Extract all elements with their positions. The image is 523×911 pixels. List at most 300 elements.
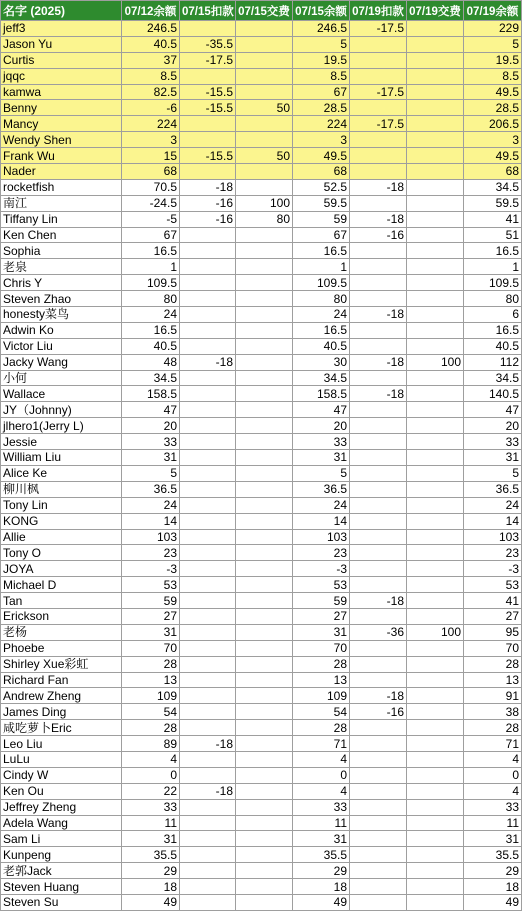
cell-value[interactable] xyxy=(407,481,464,497)
cell-value[interactable] xyxy=(236,624,293,640)
cell-value[interactable]: 5 xyxy=(464,36,522,52)
cell-value[interactable] xyxy=(350,672,407,688)
cell-value[interactable] xyxy=(350,132,407,148)
cell-name[interactable]: 老泉 xyxy=(1,259,122,275)
cell-value[interactable] xyxy=(407,497,464,513)
cell-value[interactable]: -5 xyxy=(122,211,180,227)
cell-value[interactable] xyxy=(236,68,293,84)
cell-value[interactable]: 1 xyxy=(122,259,180,275)
cell-name[interactable]: kamwa xyxy=(1,84,122,100)
cell-value[interactable]: 33 xyxy=(293,799,350,815)
cell-value[interactable] xyxy=(180,720,236,736)
cell-value[interactable]: 13 xyxy=(122,672,180,688)
cell-value[interactable]: 34.5 xyxy=(464,179,522,195)
cell-value[interactable] xyxy=(407,545,464,561)
cell-value[interactable] xyxy=(350,52,407,68)
cell-value[interactable]: 28 xyxy=(464,720,522,736)
cell-value[interactable]: 23 xyxy=(122,545,180,561)
cell-value[interactable]: 140.5 xyxy=(464,386,522,402)
cell-value[interactable] xyxy=(350,751,407,767)
cell-value[interactable]: 80 xyxy=(464,291,522,307)
cell-value[interactable] xyxy=(407,894,464,910)
cell-value[interactable] xyxy=(180,688,236,704)
cell-value[interactable]: 16.5 xyxy=(464,243,522,259)
cell-name[interactable]: jlhero1(Jerry L) xyxy=(1,418,122,434)
cell-value[interactable]: 35.5 xyxy=(122,847,180,863)
cell-value[interactable]: 14 xyxy=(122,513,180,529)
cell-value[interactable]: 59.5 xyxy=(293,195,350,211)
cell-value[interactable]: 5 xyxy=(293,36,350,52)
cell-value[interactable] xyxy=(407,799,464,815)
cell-value[interactable]: 49 xyxy=(464,894,522,910)
cell-value[interactable]: 31 xyxy=(122,624,180,640)
cell-name[interactable]: 咸吃萝卜Eric xyxy=(1,720,122,736)
cell-value[interactable] xyxy=(350,275,407,291)
cell-value[interactable]: 34.5 xyxy=(122,370,180,386)
cell-name[interactable]: 柳川枫 xyxy=(1,481,122,497)
cell-value[interactable]: 158.5 xyxy=(293,386,350,402)
cell-value[interactable]: 34.5 xyxy=(464,370,522,386)
cell-name[interactable]: Andrew Zheng xyxy=(1,688,122,704)
cell-value[interactable] xyxy=(407,338,464,354)
cell-value[interactable] xyxy=(180,879,236,895)
cell-value[interactable] xyxy=(180,577,236,593)
column-header-name[interactable]: 名字 (2025) xyxy=(1,1,122,21)
cell-value[interactable] xyxy=(350,513,407,529)
cell-value[interactable]: 11 xyxy=(122,815,180,831)
cell-value[interactable] xyxy=(350,450,407,466)
cell-value[interactable] xyxy=(180,307,236,323)
cell-value[interactable]: 14 xyxy=(464,513,522,529)
cell-value[interactable]: 14 xyxy=(293,513,350,529)
cell-value[interactable]: 34.5 xyxy=(293,370,350,386)
cell-value[interactable] xyxy=(236,640,293,656)
cell-value[interactable] xyxy=(180,275,236,291)
cell-value[interactable] xyxy=(350,481,407,497)
cell-name[interactable]: Jason Yu xyxy=(1,36,122,52)
cell-value[interactable]: 4 xyxy=(122,751,180,767)
cell-value[interactable] xyxy=(236,418,293,434)
cell-value[interactable] xyxy=(407,370,464,386)
cell-value[interactable]: 47 xyxy=(464,402,522,418)
cell-value[interactable] xyxy=(180,831,236,847)
cell-value[interactable]: -18 xyxy=(350,688,407,704)
cell-value[interactable]: 28.5 xyxy=(464,100,522,116)
cell-value[interactable]: 11 xyxy=(464,815,522,831)
cell-value[interactable]: 28 xyxy=(293,656,350,672)
cell-value[interactable]: 31 xyxy=(464,831,522,847)
cell-value[interactable] xyxy=(407,577,464,593)
cell-value[interactable]: 31 xyxy=(122,450,180,466)
cell-value[interactable] xyxy=(350,434,407,450)
cell-value[interactable] xyxy=(407,164,464,180)
cell-value[interactable] xyxy=(350,767,407,783)
cell-value[interactable] xyxy=(407,640,464,656)
cell-value[interactable] xyxy=(407,322,464,338)
cell-value[interactable]: 15 xyxy=(122,148,180,164)
cell-value[interactable] xyxy=(236,545,293,561)
cell-value[interactable] xyxy=(180,338,236,354)
cell-value[interactable] xyxy=(407,36,464,52)
cell-value[interactable]: 41 xyxy=(464,593,522,609)
cell-value[interactable]: 40.5 xyxy=(122,36,180,52)
cell-value[interactable] xyxy=(180,259,236,275)
cell-value[interactable]: 8.5 xyxy=(464,68,522,84)
cell-value[interactable] xyxy=(407,402,464,418)
cell-name[interactable]: Tony Lin xyxy=(1,497,122,513)
column-header-0715-balance[interactable]: 07/15余额 xyxy=(293,1,350,21)
cell-value[interactable] xyxy=(180,894,236,910)
cell-value[interactable] xyxy=(407,561,464,577)
cell-name[interactable]: Tony O xyxy=(1,545,122,561)
cell-value[interactable] xyxy=(180,291,236,307)
cell-value[interactable] xyxy=(180,116,236,132)
cell-value[interactable] xyxy=(180,227,236,243)
cell-value[interactable] xyxy=(350,831,407,847)
cell-value[interactable] xyxy=(350,68,407,84)
cell-value[interactable]: 47 xyxy=(122,402,180,418)
cell-value[interactable] xyxy=(350,338,407,354)
cell-value[interactable] xyxy=(180,847,236,863)
cell-value[interactable]: -18 xyxy=(180,736,236,752)
cell-value[interactable]: 59.5 xyxy=(464,195,522,211)
cell-value[interactable] xyxy=(236,831,293,847)
column-header-0715-deduction[interactable]: 07/15扣款 xyxy=(180,1,236,21)
cell-value[interactable] xyxy=(236,751,293,767)
cell-value[interactable]: 50 xyxy=(236,148,293,164)
cell-value[interactable]: 103 xyxy=(293,529,350,545)
cell-value[interactable] xyxy=(236,593,293,609)
cell-value[interactable] xyxy=(236,179,293,195)
cell-value[interactable] xyxy=(407,259,464,275)
cell-value[interactable] xyxy=(236,434,293,450)
cell-value[interactable] xyxy=(236,132,293,148)
cell-value[interactable] xyxy=(350,36,407,52)
cell-value[interactable]: 30 xyxy=(293,354,350,370)
cell-value[interactable] xyxy=(407,148,464,164)
cell-value[interactable]: -18 xyxy=(350,354,407,370)
cell-value[interactable]: 33 xyxy=(464,434,522,450)
cell-name[interactable]: 南江 xyxy=(1,195,122,211)
cell-value[interactable] xyxy=(180,164,236,180)
cell-value[interactable] xyxy=(407,736,464,752)
cell-value[interactable] xyxy=(407,434,464,450)
cell-value[interactable]: 67 xyxy=(293,84,350,100)
cell-value[interactable] xyxy=(180,656,236,672)
cell-value[interactable]: 29 xyxy=(293,863,350,879)
cell-value[interactable] xyxy=(236,227,293,243)
cell-value[interactable] xyxy=(236,783,293,799)
cell-value[interactable] xyxy=(350,736,407,752)
cell-value[interactable]: -16 xyxy=(350,704,407,720)
cell-value[interactable] xyxy=(407,84,464,100)
cell-value[interactable] xyxy=(180,704,236,720)
cell-value[interactable] xyxy=(350,402,407,418)
cell-value[interactable]: 70 xyxy=(122,640,180,656)
cell-value[interactable] xyxy=(407,465,464,481)
cell-value[interactable]: 24 xyxy=(464,497,522,513)
cell-value[interactable]: 109.5 xyxy=(122,275,180,291)
cell-name[interactable]: Wallace xyxy=(1,386,122,402)
cell-value[interactable] xyxy=(350,291,407,307)
cell-value[interactable]: -16 xyxy=(180,211,236,227)
cell-value[interactable] xyxy=(350,894,407,910)
cell-value[interactable] xyxy=(350,561,407,577)
cell-value[interactable] xyxy=(407,291,464,307)
cell-value[interactable] xyxy=(407,593,464,609)
cell-value[interactable] xyxy=(407,100,464,116)
cell-value[interactable] xyxy=(180,386,236,402)
cell-value[interactable] xyxy=(350,640,407,656)
cell-value[interactable] xyxy=(236,450,293,466)
cell-value[interactable]: 49 xyxy=(122,894,180,910)
cell-name[interactable]: Adela Wang xyxy=(1,815,122,831)
cell-value[interactable]: -6 xyxy=(122,100,180,116)
cell-value[interactable] xyxy=(236,799,293,815)
cell-value[interactable]: 49.5 xyxy=(464,148,522,164)
cell-value[interactable] xyxy=(236,720,293,736)
cell-value[interactable]: -17.5 xyxy=(350,21,407,37)
cell-value[interactable]: 31 xyxy=(122,831,180,847)
cell-value[interactable]: -36 xyxy=(350,624,407,640)
cell-value[interactable]: 54 xyxy=(293,704,350,720)
cell-value[interactable]: 22 xyxy=(122,783,180,799)
cell-value[interactable]: 100 xyxy=(407,354,464,370)
cell-value[interactable]: 54 xyxy=(122,704,180,720)
cell-value[interactable]: 70 xyxy=(293,640,350,656)
cell-value[interactable] xyxy=(350,322,407,338)
cell-name[interactable]: Leo Liu xyxy=(1,736,122,752)
cell-value[interactable]: 68 xyxy=(464,164,522,180)
cell-value[interactable] xyxy=(236,402,293,418)
cell-value[interactable]: 8.5 xyxy=(122,68,180,84)
cell-name[interactable]: Phoebe xyxy=(1,640,122,656)
cell-value[interactable]: 35.5 xyxy=(464,847,522,863)
cell-name[interactable]: Frank Wu xyxy=(1,148,122,164)
column-header-0719-balance[interactable]: 07/19余额 xyxy=(464,1,522,21)
cell-value[interactable]: 68 xyxy=(293,164,350,180)
cell-value[interactable]: 100 xyxy=(236,195,293,211)
cell-value[interactable] xyxy=(180,545,236,561)
cell-value[interactable]: 246.5 xyxy=(122,21,180,37)
cell-value[interactable]: 52.5 xyxy=(293,179,350,195)
cell-value[interactable]: 38 xyxy=(464,704,522,720)
cell-name[interactable]: William Liu xyxy=(1,450,122,466)
cell-value[interactable] xyxy=(350,608,407,624)
cell-value[interactable]: 5 xyxy=(293,465,350,481)
cell-value[interactable]: 0 xyxy=(293,767,350,783)
cell-value[interactable]: 4 xyxy=(464,751,522,767)
cell-value[interactable]: 47 xyxy=(293,402,350,418)
cell-value[interactable]: 49 xyxy=(293,894,350,910)
cell-value[interactable] xyxy=(180,799,236,815)
cell-value[interactable]: 89 xyxy=(122,736,180,752)
cell-value[interactable]: 29 xyxy=(464,863,522,879)
cell-value[interactable] xyxy=(180,450,236,466)
cell-value[interactable]: 24 xyxy=(293,497,350,513)
cell-value[interactable] xyxy=(350,259,407,275)
cell-value[interactable]: 109.5 xyxy=(464,275,522,291)
cell-value[interactable]: 31 xyxy=(293,831,350,847)
cell-name[interactable]: Cindy W xyxy=(1,767,122,783)
cell-value[interactable] xyxy=(180,402,236,418)
cell-value[interactable]: -15.5 xyxy=(180,100,236,116)
cell-name[interactable]: LuLu xyxy=(1,751,122,767)
cell-value[interactable]: 37 xyxy=(122,52,180,68)
cell-value[interactable]: 1 xyxy=(464,259,522,275)
cell-value[interactable] xyxy=(350,100,407,116)
cell-name[interactable]: Allie xyxy=(1,529,122,545)
cell-value[interactable] xyxy=(350,370,407,386)
cell-value[interactable]: 40.5 xyxy=(122,338,180,354)
cell-name[interactable]: Victor Liu xyxy=(1,338,122,354)
cell-value[interactable] xyxy=(236,561,293,577)
cell-name[interactable]: KONG xyxy=(1,513,122,529)
cell-value[interactable]: 68 xyxy=(122,164,180,180)
cell-value[interactable]: 53 xyxy=(293,577,350,593)
cell-value[interactable]: 20 xyxy=(293,418,350,434)
cell-value[interactable]: 67 xyxy=(293,227,350,243)
cell-name[interactable]: Curtis xyxy=(1,52,122,68)
cell-name[interactable]: 老杨 xyxy=(1,624,122,640)
cell-value[interactable] xyxy=(236,52,293,68)
cell-value[interactable] xyxy=(236,370,293,386)
cell-value[interactable] xyxy=(236,513,293,529)
cell-value[interactable] xyxy=(236,116,293,132)
cell-value[interactable]: 28 xyxy=(122,720,180,736)
cell-value[interactable]: 3 xyxy=(293,132,350,148)
cell-value[interactable]: -16 xyxy=(180,195,236,211)
cell-value[interactable] xyxy=(236,307,293,323)
cell-value[interactable]: 28.5 xyxy=(293,100,350,116)
cell-value[interactable]: 80 xyxy=(236,211,293,227)
cell-value[interactable]: 48 xyxy=(122,354,180,370)
cell-value[interactable]: 4 xyxy=(464,783,522,799)
cell-value[interactable] xyxy=(407,863,464,879)
cell-value[interactable]: 49.5 xyxy=(293,148,350,164)
cell-value[interactable] xyxy=(180,68,236,84)
cell-value[interactable] xyxy=(180,243,236,259)
cell-value[interactable] xyxy=(180,561,236,577)
cell-value[interactable] xyxy=(350,863,407,879)
cell-value[interactable] xyxy=(236,577,293,593)
cell-value[interactable]: 3 xyxy=(122,132,180,148)
cell-value[interactable] xyxy=(407,513,464,529)
cell-value[interactable] xyxy=(236,847,293,863)
cell-value[interactable]: 53 xyxy=(464,577,522,593)
cell-value[interactable]: 33 xyxy=(122,434,180,450)
cell-value[interactable] xyxy=(236,259,293,275)
cell-value[interactable]: 23 xyxy=(464,545,522,561)
cell-value[interactable]: 27 xyxy=(293,608,350,624)
cell-value[interactable]: 80 xyxy=(293,291,350,307)
cell-value[interactable]: 36.5 xyxy=(293,481,350,497)
cell-value[interactable]: 8.5 xyxy=(293,68,350,84)
cell-value[interactable] xyxy=(236,465,293,481)
cell-value[interactable] xyxy=(407,672,464,688)
cell-name[interactable]: Richard Fan xyxy=(1,672,122,688)
cell-value[interactable]: 28 xyxy=(293,720,350,736)
cell-value[interactable] xyxy=(180,529,236,545)
cell-name[interactable]: JY（Johnny) xyxy=(1,402,122,418)
cell-value[interactable]: -18 xyxy=(180,354,236,370)
cell-value[interactable]: 71 xyxy=(464,736,522,752)
cell-value[interactable]: -16 xyxy=(350,227,407,243)
cell-value[interactable] xyxy=(180,370,236,386)
cell-value[interactable]: 16.5 xyxy=(122,322,180,338)
cell-value[interactable]: -18 xyxy=(350,179,407,195)
cell-name[interactable]: Benny xyxy=(1,100,122,116)
cell-value[interactable]: 112 xyxy=(464,354,522,370)
cell-name[interactable]: Shirley Xue彩虹 xyxy=(1,656,122,672)
cell-name[interactable]: Wendy Shen xyxy=(1,132,122,148)
cell-value[interactable] xyxy=(407,450,464,466)
cell-name[interactable]: Ken Ou xyxy=(1,783,122,799)
cell-value[interactable]: 59 xyxy=(122,593,180,609)
cell-value[interactable]: 29 xyxy=(122,863,180,879)
cell-value[interactable] xyxy=(180,418,236,434)
cell-value[interactable]: 16.5 xyxy=(293,322,350,338)
cell-value[interactable] xyxy=(350,847,407,863)
cell-value[interactable] xyxy=(236,36,293,52)
cell-value[interactable]: 19.5 xyxy=(293,52,350,68)
cell-name[interactable]: Erickson xyxy=(1,608,122,624)
cell-value[interactable] xyxy=(407,275,464,291)
cell-value[interactable]: 59 xyxy=(293,593,350,609)
cell-value[interactable]: 103 xyxy=(122,529,180,545)
cell-value[interactable] xyxy=(407,751,464,767)
cell-value[interactable]: 4 xyxy=(293,783,350,799)
cell-value[interactable] xyxy=(407,656,464,672)
cell-value[interactable]: -35.5 xyxy=(180,36,236,52)
cell-value[interactable]: 16.5 xyxy=(293,243,350,259)
cell-value[interactable] xyxy=(180,815,236,831)
cell-value[interactable] xyxy=(407,608,464,624)
cell-value[interactable]: 20 xyxy=(464,418,522,434)
cell-value[interactable]: 31 xyxy=(464,450,522,466)
cell-value[interactable] xyxy=(407,386,464,402)
cell-value[interactable]: 224 xyxy=(293,116,350,132)
cell-value[interactable] xyxy=(180,640,236,656)
cell-value[interactable] xyxy=(350,783,407,799)
cell-value[interactable]: 27 xyxy=(464,608,522,624)
cell-name[interactable]: Michael D xyxy=(1,577,122,593)
cell-value[interactable]: -18 xyxy=(350,386,407,402)
cell-name[interactable]: Sophia xyxy=(1,243,122,259)
cell-value[interactable] xyxy=(180,481,236,497)
cell-name[interactable]: Alice Ke xyxy=(1,465,122,481)
cell-value[interactable]: 51 xyxy=(464,227,522,243)
cell-name[interactable]: Steven Zhao xyxy=(1,291,122,307)
cell-value[interactable] xyxy=(236,275,293,291)
cell-value[interactable]: 6 xyxy=(464,307,522,323)
cell-value[interactable] xyxy=(236,529,293,545)
column-header-0712-balance[interactable]: 07/12余额 xyxy=(122,1,180,21)
cell-value[interactable]: 16.5 xyxy=(464,322,522,338)
cell-value[interactable] xyxy=(236,656,293,672)
cell-value[interactable]: 229 xyxy=(464,21,522,37)
cell-value[interactable]: 11 xyxy=(293,815,350,831)
cell-value[interactable]: 41 xyxy=(464,211,522,227)
cell-value[interactable]: 50 xyxy=(236,100,293,116)
cell-value[interactable]: 70.5 xyxy=(122,179,180,195)
cell-value[interactable]: 91 xyxy=(464,688,522,704)
cell-value[interactable]: 33 xyxy=(293,434,350,450)
cell-value[interactable] xyxy=(407,688,464,704)
cell-value[interactable]: 5 xyxy=(122,465,180,481)
cell-value[interactable] xyxy=(236,736,293,752)
cell-value[interactable] xyxy=(407,227,464,243)
